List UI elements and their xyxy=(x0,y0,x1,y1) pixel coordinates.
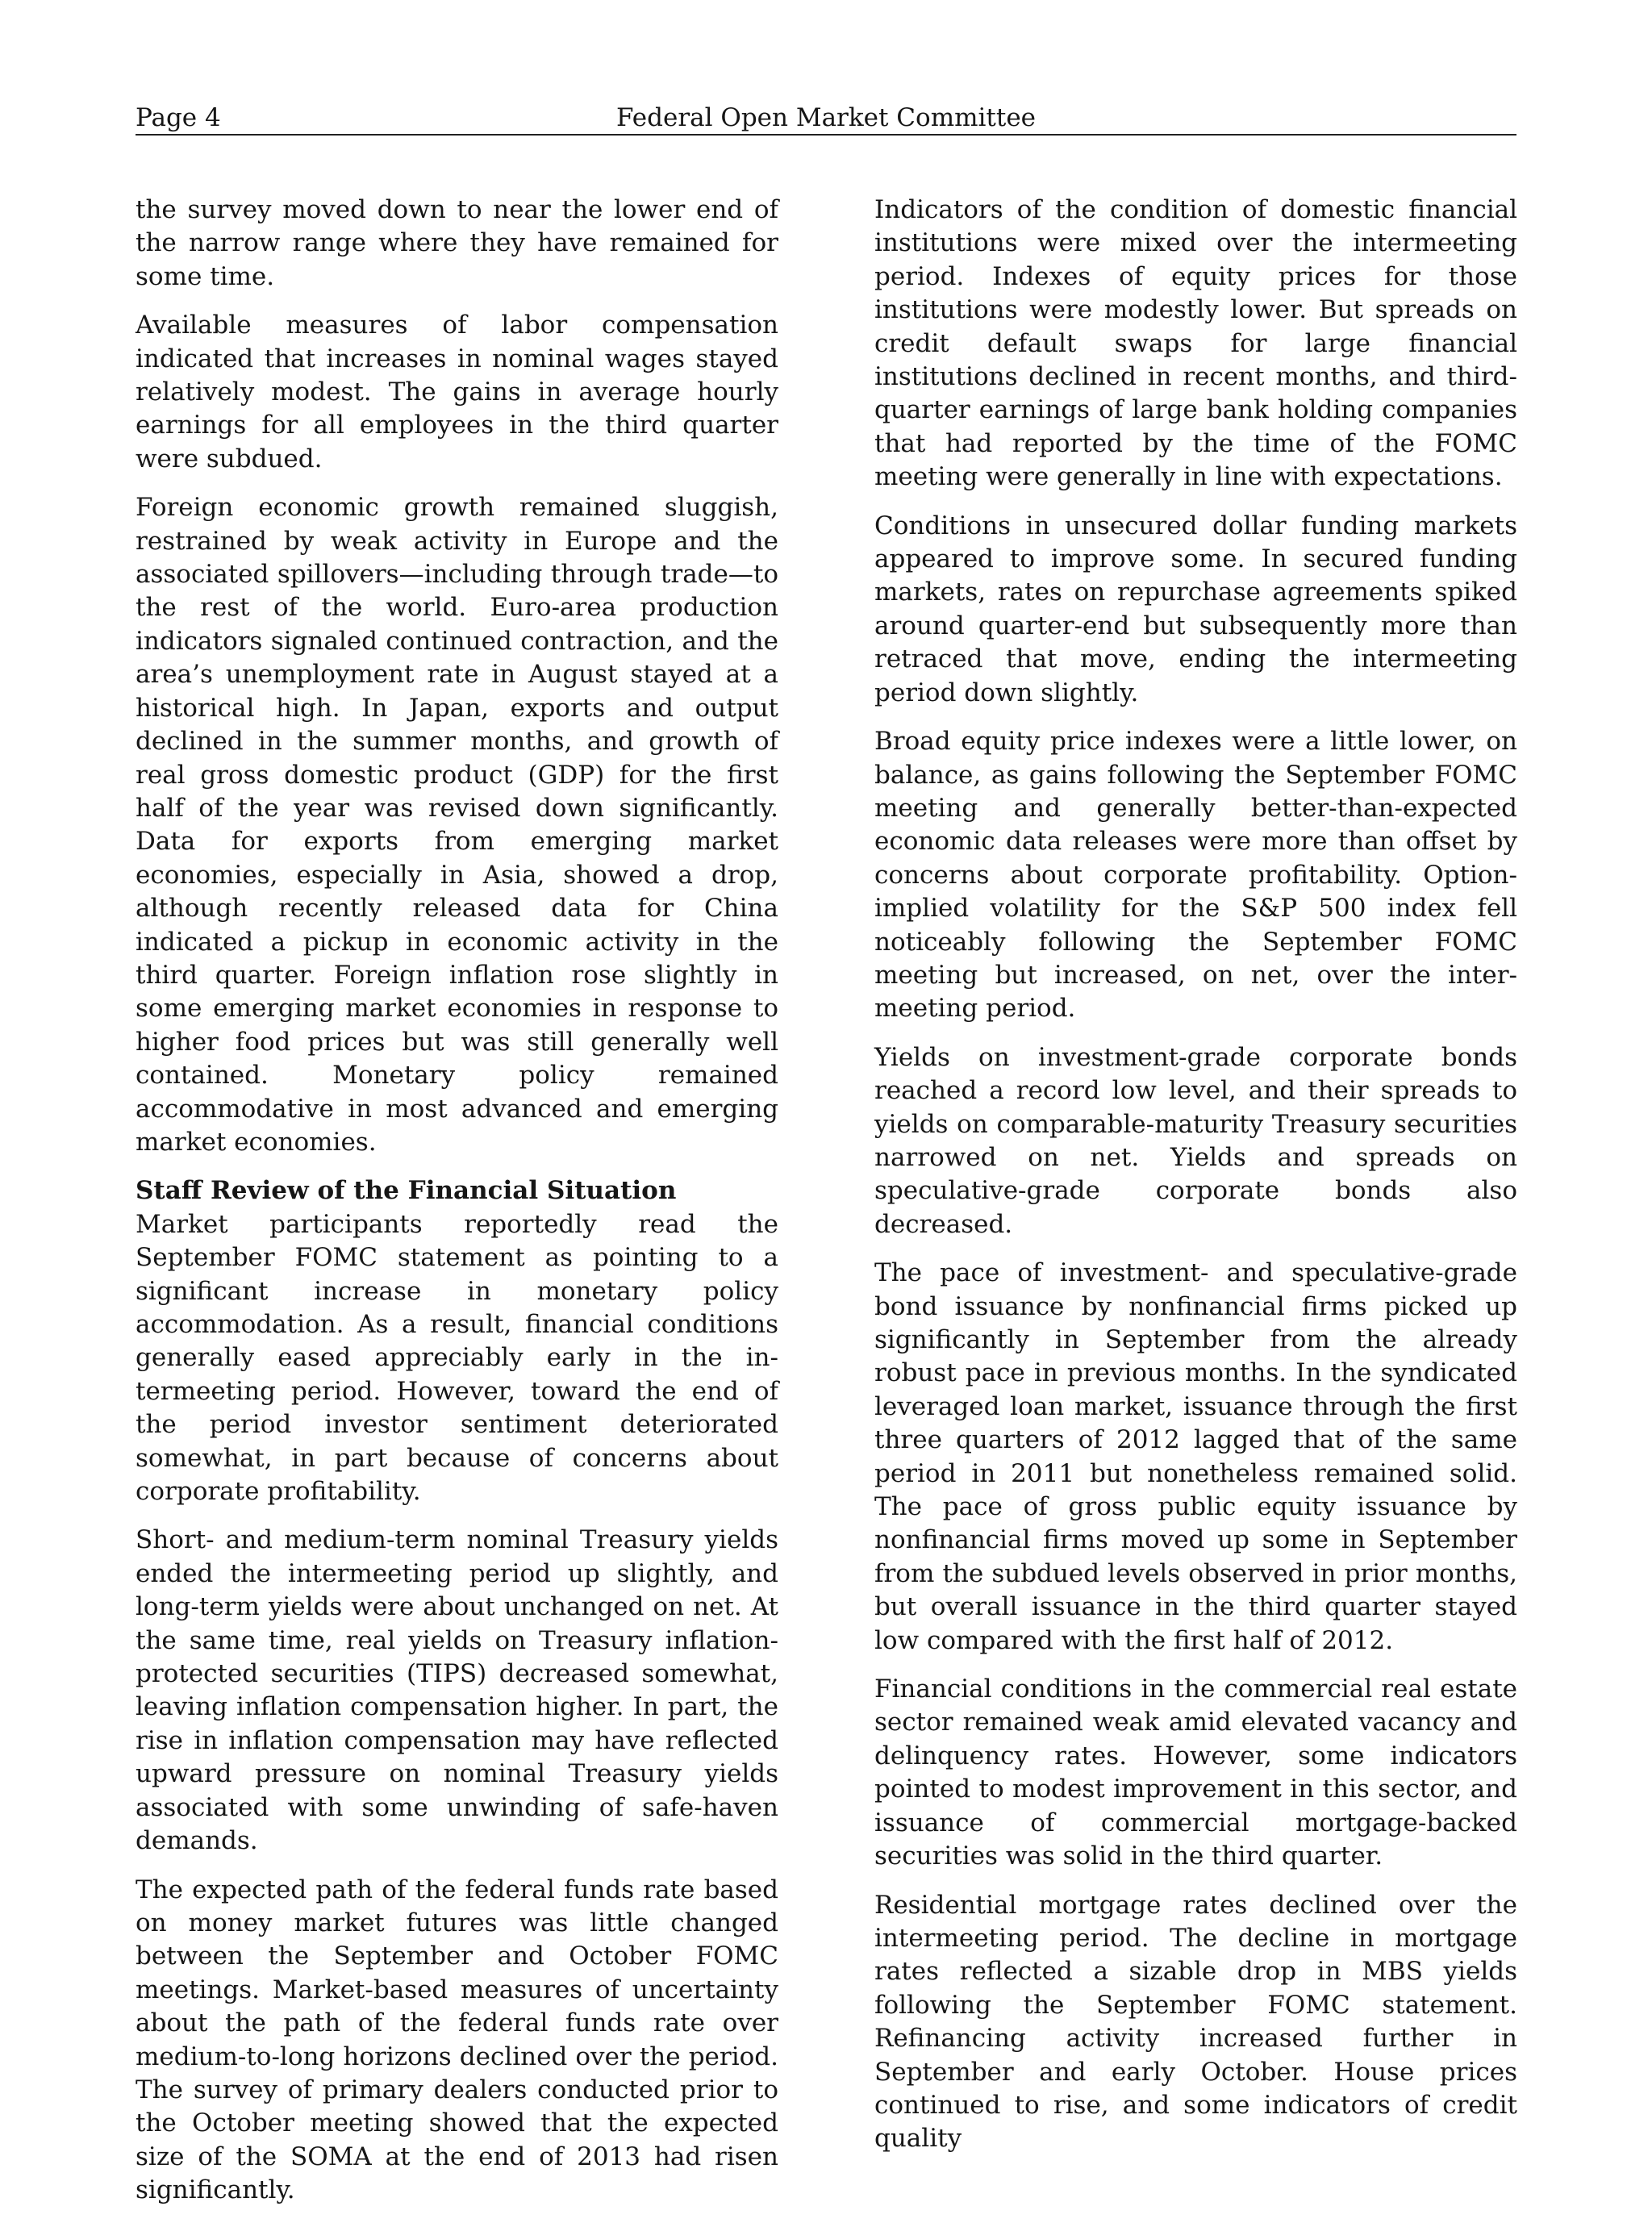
paragraph-corporate-bonds: Yields on investment-grade corporate bonds reached a record low level, and their spreads to yields on comparable-maturity Treasury securities narrowed on net. Yields and spreads on speculative-grade corporate bonds also decreased. xyxy=(874,1042,1517,1239)
paragraph-market-participants: Market participants reportedly read the September FOMC statement as pointing to a significant increase in monetary policy accommodation. As a result, financial conditions generally eased appreciably early in the intermeeting period. However, toward the end of the period investor sentiment deteriorated somewhat, in part because of concerns about corporate profitability. xyxy=(136,1209,778,1507)
paragraph-financial-institutions: Indicators of the condition of domestic financial institutions were mixed over the intermeeting period. Indexes of equity prices for those institutions were modestly lower. But spreads on credit default swaps for large financial institutions declined in recent months, and third-quarter earnings of large bank holding companies that had reported by the time of the FOMC meeting were generally in line with expectations. xyxy=(874,195,1517,492)
section-heading: Staff Review of the Financial Situation xyxy=(136,1176,677,1206)
paragraph-bond-issuance: The pace of investment- and speculative-grade bond issuance by nonfinancial firms picked up significantly in September from the already robust pace in previous months. In the syndicated leveraged loan market, issuance through the first three quarters of 2012 lagged that of the same period in 2011 but nonetheless remained solid. The pace of gross public equity issuance by nonfinancial firms moved up some in September from the subdued levels observed in prior months, but overall issuance in the third quarter stayed low compared with the first half of 2012. xyxy=(874,1258,1517,1655)
paragraph-equity-prices: Broad equity price indexes were a little lower, on balance, as gains following the September FOMC meeting and generally better-than-expected economic data releases were more than offset by concerns about corporate profitability. Option-implied volatility for the S&P 500 index fell noticeably following the September FOMC meeting but increased, on net, over the intermeeting period. xyxy=(874,727,1517,1024)
paragraph-federal-funds-path: The expected path of the federal funds rate based on money market futures was little changed between the September and October FOMC meetings. Market-based measures of uncertainty about the path of the federal funds rate over medium-to-long horizons declined over the period. The survey of primary dealers conducted prior to the October meeting showed that the expected size of the SOMA at the end of 2013 had risen significantly. xyxy=(136,1875,778,2205)
paragraph-commercial-real-estate: Financial conditions in the commercial real estate sector remained weak amid elevated vacancy and delinquency rates. However, some indicators pointed to modest improvement in this sector, and issuance of commercial mortgage-backed securities was solid in the third quarter. xyxy=(874,1675,1517,1871)
right-column xyxy=(874,194,1517,2171)
left-column xyxy=(136,194,778,2223)
document-title: Federal Open Market Committee xyxy=(615,103,1037,132)
page-number: Page 4 xyxy=(136,103,221,132)
paragraph-funding-markets: Conditions in unsecured dollar funding markets appeared to improve some. In secured funding markets, rates on repurchase agreements spiked around quarter-end but subsequently more than retraced that move, ending the intermeeting period down slightly. xyxy=(874,511,1517,707)
paragraph-treasury-yields: Short- and medium-term nominal Treasury yields ended the intermeeting period up slightly, and long-term yields were about unchanged on net. At the same time, real yields on Treasury inflation-protected securities (TIPS) decreased somewhat, leaving inflation compensation higher. In part, the rise in inflation compensation may have reflected upward pressure on nominal Treasury yields associated with some unwinding of safe-haven demands. xyxy=(136,1525,778,1856)
paragraph-residential-mortgage: Residential mortgage rates declined over the intermeeting period. The decline in mortgage rates reflected a sizable drop in MBS yields following the September FOMC statement. Refinancing activity increased further in September and early October. House prices continued to rise, and some indicators of credit quality xyxy=(874,1890,1517,2154)
paragraph-survey-continuation: the survey moved down to near the lower end of the narrow range where they have remained for some time. xyxy=(136,195,778,291)
running-header xyxy=(136,103,1516,136)
paragraph-foreign-growth: Foreign economic growth remained sluggish, restrained by weak activity in Europe and the associated spillovers—including through trade—to the rest of the world. Euro-area production indicators signaled continued contraction, and the area’s unemployment rate in August stayed at a historical high. In Japan, exports and output declined in the summer months, and growth of real gross domestic product (GDP) for the first half of the year was revised down significantly. Data for exports from emerging market economies, especially in Asia, showed a drop, although recently released data for China indicated a pickup in economic activity in the third quarter. Foreign inflation rose slightly in some emerging market economies in response to higher food prices but was still generally well contained. Monetary policy remained accommodative in most advanced and emerging market economies. xyxy=(136,493,778,1157)
paragraph-labor-compensation: Available measures of labor compensation indicated that increases in nominal wages stayed relatively modest. The gains in average hourly earnings for all employees in the third quarter were subdued. xyxy=(136,311,778,473)
